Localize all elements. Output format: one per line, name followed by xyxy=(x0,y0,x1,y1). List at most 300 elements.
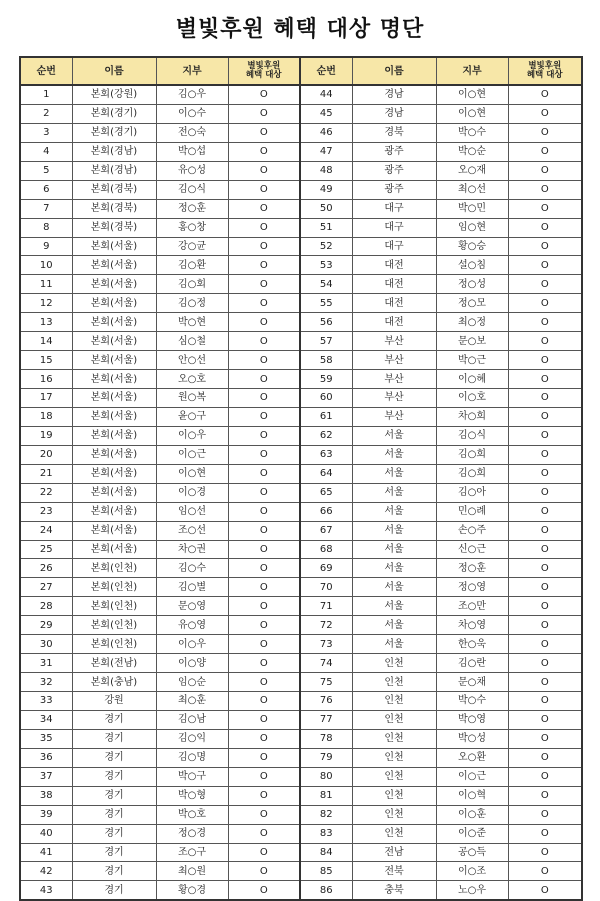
row-benefit-mark: O xyxy=(228,805,300,824)
row-no: 73 xyxy=(300,635,352,654)
table-row xyxy=(20,351,582,370)
row-name: 서울 xyxy=(352,445,436,464)
row-benefit-mark: O xyxy=(228,483,300,502)
row-benefit-mark: O xyxy=(508,218,582,237)
row-benefit-mark: O xyxy=(508,351,582,370)
row-branch: 황○승 xyxy=(436,237,508,256)
row-branch: 김○환 xyxy=(156,256,228,275)
row-branch: 심○철 xyxy=(156,332,228,351)
row-no: 19 xyxy=(20,426,72,445)
row-benefit-mark: O xyxy=(508,578,582,597)
row-name: 본회(서울) xyxy=(72,389,156,408)
row-name: 서울 xyxy=(352,483,436,502)
header-benefit xyxy=(228,57,300,85)
row-no: 44 xyxy=(300,85,352,104)
row-no: 13 xyxy=(20,313,72,332)
row-branch: 조○구 xyxy=(156,843,228,862)
row-benefit-mark: O xyxy=(228,275,300,294)
row-name: 경기 xyxy=(72,881,156,900)
row-branch: 오○환 xyxy=(436,748,508,767)
row-benefit-mark: O xyxy=(508,483,582,502)
row-benefit-mark: O xyxy=(228,824,300,843)
row-name: 인천 xyxy=(352,786,436,805)
row-branch: 정○모 xyxy=(436,294,508,313)
row-name: 경기 xyxy=(72,843,156,862)
header-benefit-line1: 별빛후원 xyxy=(247,60,281,71)
row-no: 22 xyxy=(20,483,72,502)
table-row xyxy=(20,881,582,900)
header-benefit-right xyxy=(508,57,582,85)
row-branch: 김○식 xyxy=(156,180,228,199)
row-name: 본회(서울) xyxy=(72,445,156,464)
row-name: 부산 xyxy=(352,332,436,351)
row-no: 83 xyxy=(300,824,352,843)
row-branch: 유○영 xyxy=(156,616,228,635)
row-branch: 문○보 xyxy=(436,332,508,351)
row-benefit-mark: O xyxy=(228,180,300,199)
row-no: 77 xyxy=(300,710,352,729)
row-no: 24 xyxy=(20,521,72,540)
row-name: 경기 xyxy=(72,748,156,767)
row-branch: 임○순 xyxy=(156,673,228,692)
table-row xyxy=(20,332,582,351)
row-branch: 김○명 xyxy=(156,748,228,767)
row-benefit-mark: O xyxy=(508,521,582,540)
row-branch: 김○수 xyxy=(156,559,228,578)
table-row xyxy=(20,824,582,843)
row-no: 27 xyxy=(20,578,72,597)
row-branch: 최○선 xyxy=(436,180,508,199)
row-name: 경기 xyxy=(72,786,156,805)
table-row xyxy=(20,483,582,502)
table-row xyxy=(20,710,582,729)
row-name: 전남 xyxy=(352,843,436,862)
row-no: 29 xyxy=(20,616,72,635)
row-benefit-mark: O xyxy=(508,862,582,881)
row-branch: 이○현 xyxy=(436,85,508,104)
table-row xyxy=(20,559,582,578)
row-no: 71 xyxy=(300,597,352,616)
row-benefit-mark: O xyxy=(228,862,300,881)
row-benefit-mark: O xyxy=(508,161,582,180)
row-no: 76 xyxy=(300,692,352,711)
row-no: 14 xyxy=(20,332,72,351)
row-benefit-mark: O xyxy=(228,294,300,313)
row-benefit-mark: O xyxy=(228,578,300,597)
row-branch: 박○성 xyxy=(436,729,508,748)
row-branch: 홍○창 xyxy=(156,218,228,237)
row-name: 경남 xyxy=(352,104,436,123)
row-name: 인천 xyxy=(352,692,436,711)
row-benefit-mark: O xyxy=(228,199,300,218)
row-branch: 이○근 xyxy=(436,767,508,786)
row-name: 인천 xyxy=(352,748,436,767)
row-name: 서울 xyxy=(352,635,436,654)
row-name: 본회(전남) xyxy=(72,654,156,673)
table-row xyxy=(20,445,582,464)
row-branch: 김○아 xyxy=(436,483,508,502)
row-benefit-mark: O xyxy=(508,199,582,218)
row-benefit-mark: O xyxy=(508,502,582,521)
row-benefit-mark: O xyxy=(228,104,300,123)
row-benefit-mark: O xyxy=(508,767,582,786)
page-title: 별빛후원 혜택 대상 명단 xyxy=(175,17,425,42)
row-no: 40 xyxy=(20,824,72,843)
row-name: 본회(경기) xyxy=(72,123,156,142)
row-no: 80 xyxy=(300,767,352,786)
row-benefit-mark: O xyxy=(508,275,582,294)
row-benefit-mark: O xyxy=(508,786,582,805)
row-branch: 노○우 xyxy=(436,881,508,900)
row-branch: 차○영 xyxy=(436,616,508,635)
row-no: 64 xyxy=(300,464,352,483)
row-branch: 손○주 xyxy=(436,521,508,540)
row-no: 31 xyxy=(20,654,72,673)
row-no: 16 xyxy=(20,370,72,389)
row-no: 41 xyxy=(20,843,72,862)
row-benefit-mark: O xyxy=(228,464,300,483)
header-benefit-line1-right: 별빛후원 xyxy=(528,60,562,71)
row-name: 본회(경북) xyxy=(72,218,156,237)
row-name: 대전 xyxy=(352,313,436,332)
row-benefit-mark: O xyxy=(228,673,300,692)
row-branch: 김○익 xyxy=(156,729,228,748)
table-row xyxy=(20,654,582,673)
row-name: 본회(서울) xyxy=(72,256,156,275)
row-name: 전북 xyxy=(352,862,436,881)
header-no-right: 순번 xyxy=(300,57,352,85)
row-benefit-mark: O xyxy=(508,294,582,313)
row-benefit-mark: O xyxy=(508,692,582,711)
row-name: 인천 xyxy=(352,824,436,843)
table-row xyxy=(20,729,582,748)
row-branch: 전○숙 xyxy=(156,123,228,142)
row-branch: 김○희 xyxy=(436,464,508,483)
row-branch: 박○형 xyxy=(156,786,228,805)
row-name: 대전 xyxy=(352,256,436,275)
row-no: 55 xyxy=(300,294,352,313)
row-name: 경기 xyxy=(72,729,156,748)
row-name: 대전 xyxy=(352,294,436,313)
row-branch: 한○욱 xyxy=(436,635,508,654)
row-name: 서울 xyxy=(352,616,436,635)
row-no: 38 xyxy=(20,786,72,805)
row-no: 65 xyxy=(300,483,352,502)
row-benefit-mark: O xyxy=(508,540,582,559)
row-branch: 이○조 xyxy=(436,862,508,881)
row-branch: 김○회 xyxy=(156,275,228,294)
row-benefit-mark: O xyxy=(228,540,300,559)
row-no: 47 xyxy=(300,142,352,161)
row-benefit-mark: O xyxy=(228,616,300,635)
row-name: 본회(서울) xyxy=(72,407,156,426)
row-benefit-mark: O xyxy=(228,635,300,654)
row-name: 본회(서울) xyxy=(72,540,156,559)
row-branch: 오○재 xyxy=(436,161,508,180)
row-no: 6 xyxy=(20,180,72,199)
row-no: 52 xyxy=(300,237,352,256)
row-branch: 이○양 xyxy=(156,654,228,673)
row-benefit-mark: O xyxy=(228,351,300,370)
row-benefit-mark: O xyxy=(508,389,582,408)
row-name: 본회(서울) xyxy=(72,464,156,483)
row-name: 인천 xyxy=(352,673,436,692)
row-branch: 이○호 xyxy=(436,389,508,408)
row-no: 26 xyxy=(20,559,72,578)
row-no: 46 xyxy=(300,123,352,142)
row-no: 32 xyxy=(20,673,72,692)
row-benefit-mark: O xyxy=(228,407,300,426)
row-benefit-mark: O xyxy=(228,654,300,673)
row-name: 경남 xyxy=(352,85,436,104)
row-name: 본회(서울) xyxy=(72,237,156,256)
row-branch: 원○복 xyxy=(156,389,228,408)
row-benefit-mark: O xyxy=(228,237,300,256)
row-name: 서울 xyxy=(352,426,436,445)
header-no: 순번 xyxy=(20,57,72,85)
row-branch: 이○수 xyxy=(156,104,228,123)
row-name: 본회(서울) xyxy=(72,351,156,370)
row-name: 인천 xyxy=(352,654,436,673)
row-benefit-mark: O xyxy=(228,748,300,767)
row-name: 본회(서울) xyxy=(72,275,156,294)
row-name: 본회(경남) xyxy=(72,161,156,180)
row-no: 48 xyxy=(300,161,352,180)
table-row xyxy=(20,389,582,408)
row-branch: 문○채 xyxy=(436,673,508,692)
row-benefit-mark: O xyxy=(228,445,300,464)
row-benefit-mark: O xyxy=(508,881,582,900)
row-no: 68 xyxy=(300,540,352,559)
row-name: 본회(경북) xyxy=(72,199,156,218)
row-name: 경기 xyxy=(72,767,156,786)
row-branch: 최○원 xyxy=(156,862,228,881)
row-benefit-mark: O xyxy=(228,218,300,237)
row-benefit-mark: O xyxy=(508,407,582,426)
row-benefit-mark: O xyxy=(228,710,300,729)
row-name: 서울 xyxy=(352,464,436,483)
row-name: 경기 xyxy=(72,824,156,843)
row-benefit-mark: O xyxy=(228,123,300,142)
row-name: 본회(서울) xyxy=(72,502,156,521)
row-benefit-mark: O xyxy=(508,729,582,748)
row-branch: 이○혁 xyxy=(436,786,508,805)
row-no: 37 xyxy=(20,767,72,786)
row-branch: 차○희 xyxy=(436,407,508,426)
row-name: 경북 xyxy=(352,123,436,142)
row-no: 57 xyxy=(300,332,352,351)
row-branch: 조○선 xyxy=(156,521,228,540)
row-benefit-mark: O xyxy=(228,729,300,748)
row-branch: 안○선 xyxy=(156,351,228,370)
row-branch: 강○균 xyxy=(156,237,228,256)
row-no: 84 xyxy=(300,843,352,862)
row-branch: 차○권 xyxy=(156,540,228,559)
table-row xyxy=(20,502,582,521)
row-benefit-mark: O xyxy=(228,881,300,900)
row-no: 9 xyxy=(20,237,72,256)
row-branch: 정○성 xyxy=(436,275,508,294)
row-benefit-mark: O xyxy=(508,237,582,256)
row-name: 부산 xyxy=(352,351,436,370)
row-name: 본회(서울) xyxy=(72,313,156,332)
row-name: 본회(인천) xyxy=(72,597,156,616)
row-benefit-mark: O xyxy=(508,426,582,445)
row-no: 34 xyxy=(20,710,72,729)
row-branch: 김○란 xyxy=(436,654,508,673)
row-no: 66 xyxy=(300,502,352,521)
row-no: 30 xyxy=(20,635,72,654)
row-branch: 정○훈 xyxy=(436,559,508,578)
table-row xyxy=(20,540,582,559)
row-branch: 박○수 xyxy=(436,692,508,711)
row-benefit-mark: O xyxy=(508,824,582,843)
header-branch-right: 지부 xyxy=(436,57,508,85)
table-row xyxy=(20,843,582,862)
row-no: 74 xyxy=(300,654,352,673)
table-row xyxy=(20,862,582,881)
row-benefit-mark: O xyxy=(508,673,582,692)
row-benefit-mark: O xyxy=(228,313,300,332)
row-no: 69 xyxy=(300,559,352,578)
row-name: 본회(서울) xyxy=(72,370,156,389)
row-branch: 이○현 xyxy=(156,464,228,483)
row-benefit-mark: O xyxy=(508,104,582,123)
row-branch: 김○우 xyxy=(156,85,228,104)
table-row xyxy=(20,237,582,256)
row-name: 충북 xyxy=(352,881,436,900)
row-benefit-mark: O xyxy=(228,767,300,786)
row-benefit-mark: O xyxy=(508,142,582,161)
table-header-row xyxy=(20,57,582,85)
row-branch: 이○근 xyxy=(156,445,228,464)
row-name: 서울 xyxy=(352,521,436,540)
table-row xyxy=(20,313,582,332)
row-no: 63 xyxy=(300,445,352,464)
row-no: 70 xyxy=(300,578,352,597)
row-branch: 문○영 xyxy=(156,597,228,616)
row-no: 67 xyxy=(300,521,352,540)
row-benefit-mark: O xyxy=(508,370,582,389)
table-row xyxy=(20,275,582,294)
row-benefit-mark: O xyxy=(228,426,300,445)
table-row xyxy=(20,635,582,654)
table-row xyxy=(20,805,582,824)
row-no: 7 xyxy=(20,199,72,218)
row-benefit-mark: O xyxy=(228,521,300,540)
beneficiary-table xyxy=(19,56,583,901)
row-no: 25 xyxy=(20,540,72,559)
row-benefit-mark: O xyxy=(228,370,300,389)
row-branch: 유○성 xyxy=(156,161,228,180)
row-branch: 박○영 xyxy=(436,710,508,729)
row-branch: 황○경 xyxy=(156,881,228,900)
table-row xyxy=(20,85,582,104)
row-name: 본회(경기) xyxy=(72,104,156,123)
row-benefit-mark: O xyxy=(228,502,300,521)
header-name-right: 이름 xyxy=(352,57,436,85)
row-name: 광주 xyxy=(352,161,436,180)
row-no: 56 xyxy=(300,313,352,332)
row-name: 본회(경남) xyxy=(72,142,156,161)
row-no: 81 xyxy=(300,786,352,805)
table-body xyxy=(20,85,582,900)
row-branch: 민○례 xyxy=(436,502,508,521)
row-no: 75 xyxy=(300,673,352,692)
row-no: 61 xyxy=(300,407,352,426)
row-benefit-mark: O xyxy=(508,616,582,635)
row-no: 62 xyxy=(300,426,352,445)
row-name: 본회(강원) xyxy=(72,85,156,104)
row-benefit-mark: O xyxy=(508,332,582,351)
row-no: 10 xyxy=(20,256,72,275)
row-name: 본회(서울) xyxy=(72,521,156,540)
table-row xyxy=(20,199,582,218)
row-no: 51 xyxy=(300,218,352,237)
row-benefit-mark: O xyxy=(508,748,582,767)
table-row xyxy=(20,218,582,237)
row-benefit-mark: O xyxy=(508,597,582,616)
row-no: 53 xyxy=(300,256,352,275)
header-name: 이름 xyxy=(72,57,156,85)
row-benefit-mark: O xyxy=(228,256,300,275)
row-branch: 김○남 xyxy=(156,710,228,729)
row-benefit-mark: O xyxy=(228,786,300,805)
row-no: 43 xyxy=(20,881,72,900)
row-no: 18 xyxy=(20,407,72,426)
row-no: 59 xyxy=(300,370,352,389)
table-row xyxy=(20,578,582,597)
row-name: 인천 xyxy=(352,710,436,729)
row-branch: 최○정 xyxy=(436,313,508,332)
row-branch: 박○호 xyxy=(156,805,228,824)
row-no: 60 xyxy=(300,389,352,408)
table-row xyxy=(20,161,582,180)
row-name: 광주 xyxy=(352,180,436,199)
row-name: 본회(서울) xyxy=(72,426,156,445)
row-name: 부산 xyxy=(352,389,436,408)
row-branch: 이○준 xyxy=(436,824,508,843)
table-row xyxy=(20,767,582,786)
row-no: 4 xyxy=(20,142,72,161)
row-branch: 정○영 xyxy=(436,578,508,597)
row-name: 본회(인천) xyxy=(72,578,156,597)
row-name: 본회(인천) xyxy=(72,616,156,635)
row-benefit-mark: O xyxy=(228,142,300,161)
row-no: 12 xyxy=(20,294,72,313)
row-name: 대전 xyxy=(352,275,436,294)
row-branch: 김○식 xyxy=(436,426,508,445)
row-benefit-mark: O xyxy=(508,710,582,729)
table-row xyxy=(20,180,582,199)
row-no: 23 xyxy=(20,502,72,521)
row-name: 부산 xyxy=(352,407,436,426)
row-no: 3 xyxy=(20,123,72,142)
table-row xyxy=(20,104,582,123)
row-benefit-mark: O xyxy=(508,85,582,104)
row-branch: 공○득 xyxy=(436,843,508,862)
table-row xyxy=(20,426,582,445)
row-name: 대구 xyxy=(352,237,436,256)
row-name: 서울 xyxy=(352,578,436,597)
row-branch: 이○혜 xyxy=(436,370,508,389)
row-benefit-mark: O xyxy=(508,313,582,332)
row-benefit-mark: O xyxy=(228,389,300,408)
row-name: 본회(경북) xyxy=(72,180,156,199)
row-no: 21 xyxy=(20,464,72,483)
row-no: 79 xyxy=(300,748,352,767)
row-no: 50 xyxy=(300,199,352,218)
